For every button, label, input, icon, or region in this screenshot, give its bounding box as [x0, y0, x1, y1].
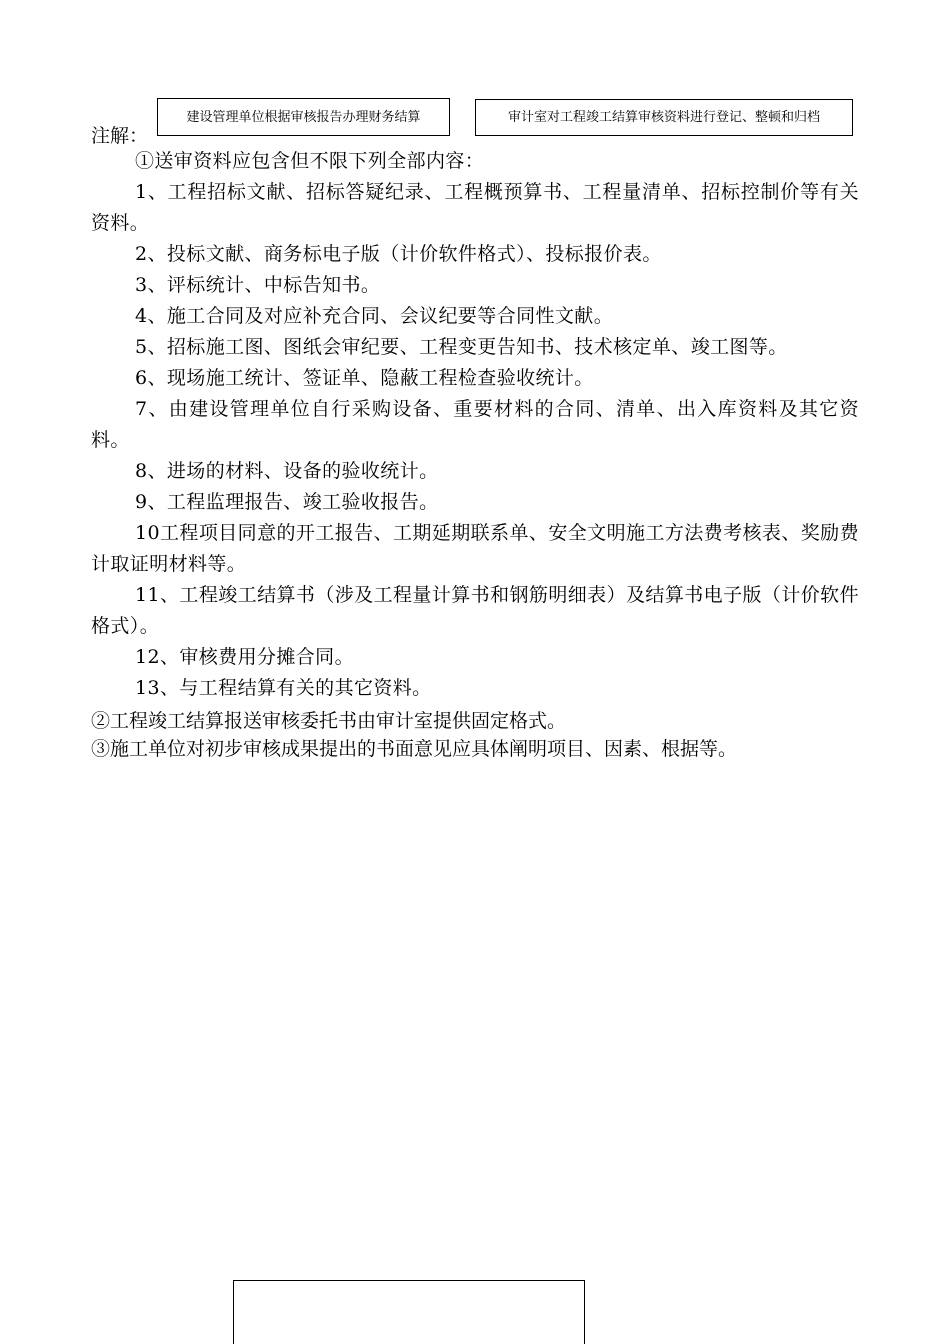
- flowchart-box-label: 建设管理单位根据审核报告办理财务结算: [186, 109, 421, 125]
- list-item: 12、审核费用分摊合同。: [135, 646, 354, 668]
- notes-label: 注解：: [91, 125, 149, 147]
- notes-content: [91, 146, 859, 763]
- list-item: 1、工程招标文献、招标答疑纪录、工程概预算书、工程量清单、招标控制价等有关资料。: [91, 181, 859, 234]
- notes-intro: ①送审资料应包含但不限下列全部内容：: [135, 150, 485, 172]
- list-item: 13、与工程结算有关的其它资料。: [135, 677, 432, 699]
- note-entrustment-form: ②工程竣工结算报送审核委托书由审计室提供固定格式。: [91, 710, 567, 732]
- list-item: 11、工程竣工结算书（涉及工程量计算书和钢筋明细表）及结算书电子版（计价软件格式）。: [91, 584, 859, 637]
- list-item: 4、施工合同及对应补充合同、会议纪要等合同性文献。: [135, 305, 614, 327]
- note-written-opinion: ③施工单位对初步审核成果提出的书面意见应具体阐明项目、因素、根据等。: [91, 738, 738, 760]
- list-item: 8、进场的材料、设备的验收统计。: [135, 460, 439, 482]
- list-item: 6、现场施工统计、签证单、隐蔽工程检查验收统计。: [135, 367, 594, 389]
- flowchart-box-blank: [233, 1280, 585, 1344]
- flowchart-box-label: 审计室对工程竣工结算审核资料进行登记、整顿和归档: [507, 110, 820, 125]
- list-item: 5、招标施工图、图纸会审纪要、工程变更告知书、技术核定单、竣工图等。: [135, 336, 788, 358]
- list-item: 7、由建设管理单位自行采购设备、重要材料的合同、清单、出入库资料及其它资料。: [91, 398, 859, 451]
- flowchart-box-archiving: [475, 99, 853, 136]
- flowchart-box-financial-settlement: [157, 98, 450, 136]
- list-item: 3、评标统计、中标告知书。: [135, 274, 381, 296]
- list-item: 2、投标文献、商务标电子版（计价软件格式）、投标报价表。: [135, 243, 662, 265]
- list-item: 9、工程监理报告、竣工验收报告。: [135, 491, 439, 513]
- list-item: 10工程项目同意的开工报告、工期延期联系单、安全文明施工方法费考核表、奖励费计取证明材料等。: [91, 522, 859, 575]
